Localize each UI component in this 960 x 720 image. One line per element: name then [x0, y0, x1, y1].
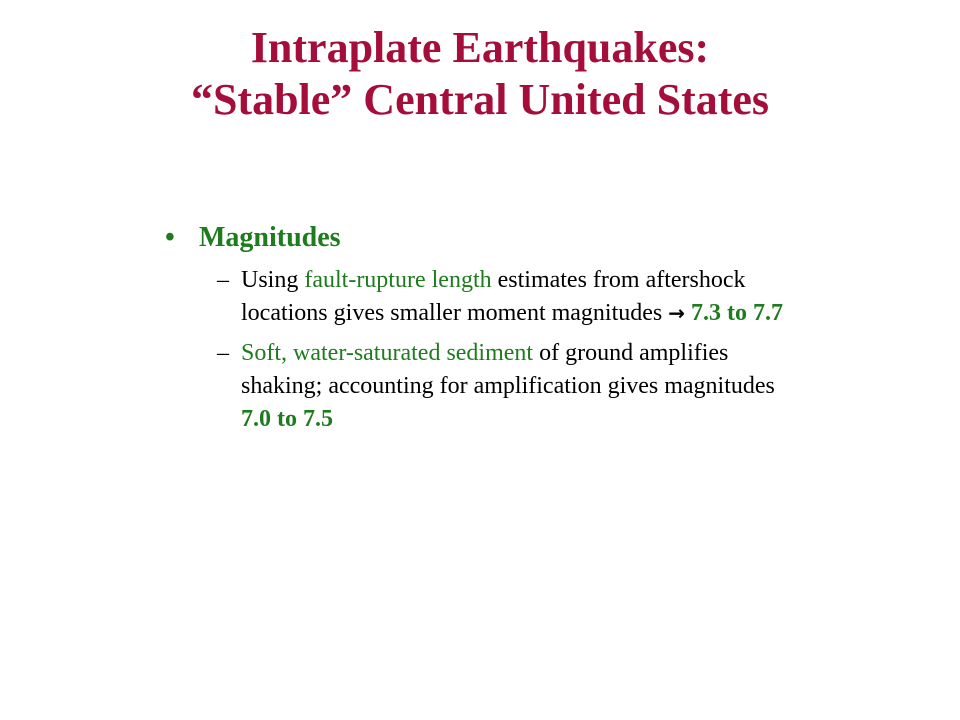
- bullet-marker: •: [165, 222, 175, 253]
- sub-bullet-list: [165, 264, 805, 436]
- bullet-magnitudes: [165, 218, 805, 258]
- sub-text: estimates from aftershock locations gives smaller moment magnitudes: [241, 267, 746, 326]
- sub-bullet-sediment: [165, 337, 805, 436]
- slide-title-line-2: “Stable” Central United States: [190, 75, 770, 124]
- slide-title-line-1: Intraplate Earthquakes:: [250, 23, 710, 72]
- dash-marker: –: [217, 267, 229, 293]
- highlight-term: Soft, water-saturated sediment: [241, 340, 534, 366]
- slide-content: [165, 218, 805, 443]
- sub-bullet-fault-rupture: [165, 264, 805, 330]
- slide-title: [0, 22, 960, 126]
- right-arrow-icon: →: [668, 301, 686, 325]
- sub-text: of ground amplifies shaking; accounting for amplification gives magnitudes: [241, 340, 775, 399]
- bullet-heading: Magnitudes: [199, 222, 341, 253]
- sub-text: Using: [241, 267, 305, 293]
- dash-marker: –: [217, 340, 229, 366]
- highlight-term: fault-rupture length: [304, 267, 492, 293]
- magnitude-range: 7.0 to 7.5: [241, 406, 333, 432]
- magnitude-range: 7.3 to 7.7: [685, 300, 784, 326]
